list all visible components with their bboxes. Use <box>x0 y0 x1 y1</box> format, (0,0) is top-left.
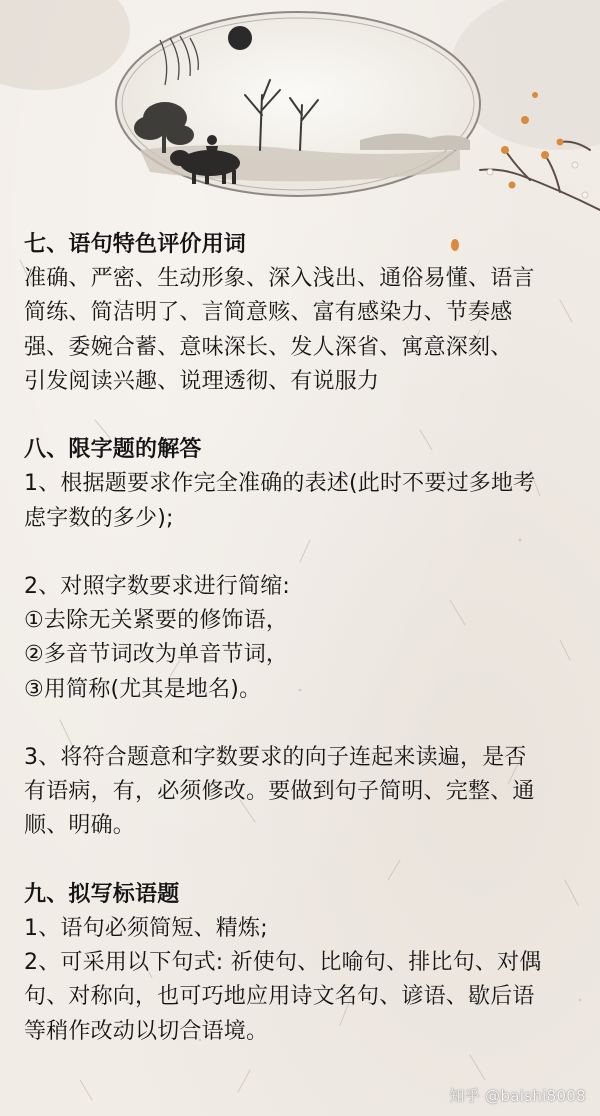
section-spacer <box>24 399 584 433</box>
paragraph-spacer <box>24 536 584 570</box>
text-line: ②多音节词改为单音节词， <box>24 642 289 668</box>
text-line: 顺、明确。 <box>24 813 136 839</box>
text-line: 强、委婉合蓄、意味深长、发人深省、寓意深刻、 <box>24 334 513 360</box>
text-line: 句、对称向，也可巧地应用诗文名句、谚语、歇后语 <box>24 984 535 1010</box>
text-line: 2、对照字数要求进行简缩: <box>24 574 291 599</box>
text-line: 等稍作改动以切合语境。 <box>24 1018 269 1044</box>
text-line: ③用简称(尤其是地名)。 <box>24 676 262 702</box>
section-title: 八、限字题的解答 <box>24 437 202 463</box>
section-9 <box>24 878 584 1049</box>
paragraph-spacer <box>24 707 584 741</box>
text-line: ①去除无关紧要的修饰语， <box>24 608 289 634</box>
text-line: 3、将符合题意和字数要求的向子连起来读遍，是否 <box>24 745 527 770</box>
text-line: 虑字数的多少); <box>24 505 174 531</box>
text-line: 1、语句必须简短、精炼; <box>24 916 268 941</box>
text-line: 引发阅读兴趣、说理透彻、有说服力 <box>24 368 380 394</box>
section-7 <box>24 228 584 399</box>
section-8 <box>24 433 584 843</box>
zhihu-watermark: 知乎 @baishi8008 <box>449 1087 586 1105</box>
content-body <box>24 228 584 1049</box>
landscape-painting-illustration <box>0 0 600 230</box>
section-title: 七、语句特色评价用词 <box>24 232 247 257</box>
section-title: 九、拟写标语题 <box>24 881 180 907</box>
text-line: 2、可采用以下句式: 祈使句、比喻句、排比句、对偶 <box>24 950 542 976</box>
moon-icon <box>228 26 252 50</box>
text-line: 简练、简洁明了、言简意赅、富有感染力、节奏感 <box>24 300 513 326</box>
text-line: 准确、严密、生动形象、深入浅出、通俗易懂、语言 <box>24 266 535 292</box>
text-line: 有语病，有，必须修改。要做到句子简明、完整、通 <box>24 779 535 805</box>
text-line: 1、根据题要求作完全准确的表述(此时不要过多地考 <box>24 471 536 497</box>
section-spacer <box>24 844 584 878</box>
